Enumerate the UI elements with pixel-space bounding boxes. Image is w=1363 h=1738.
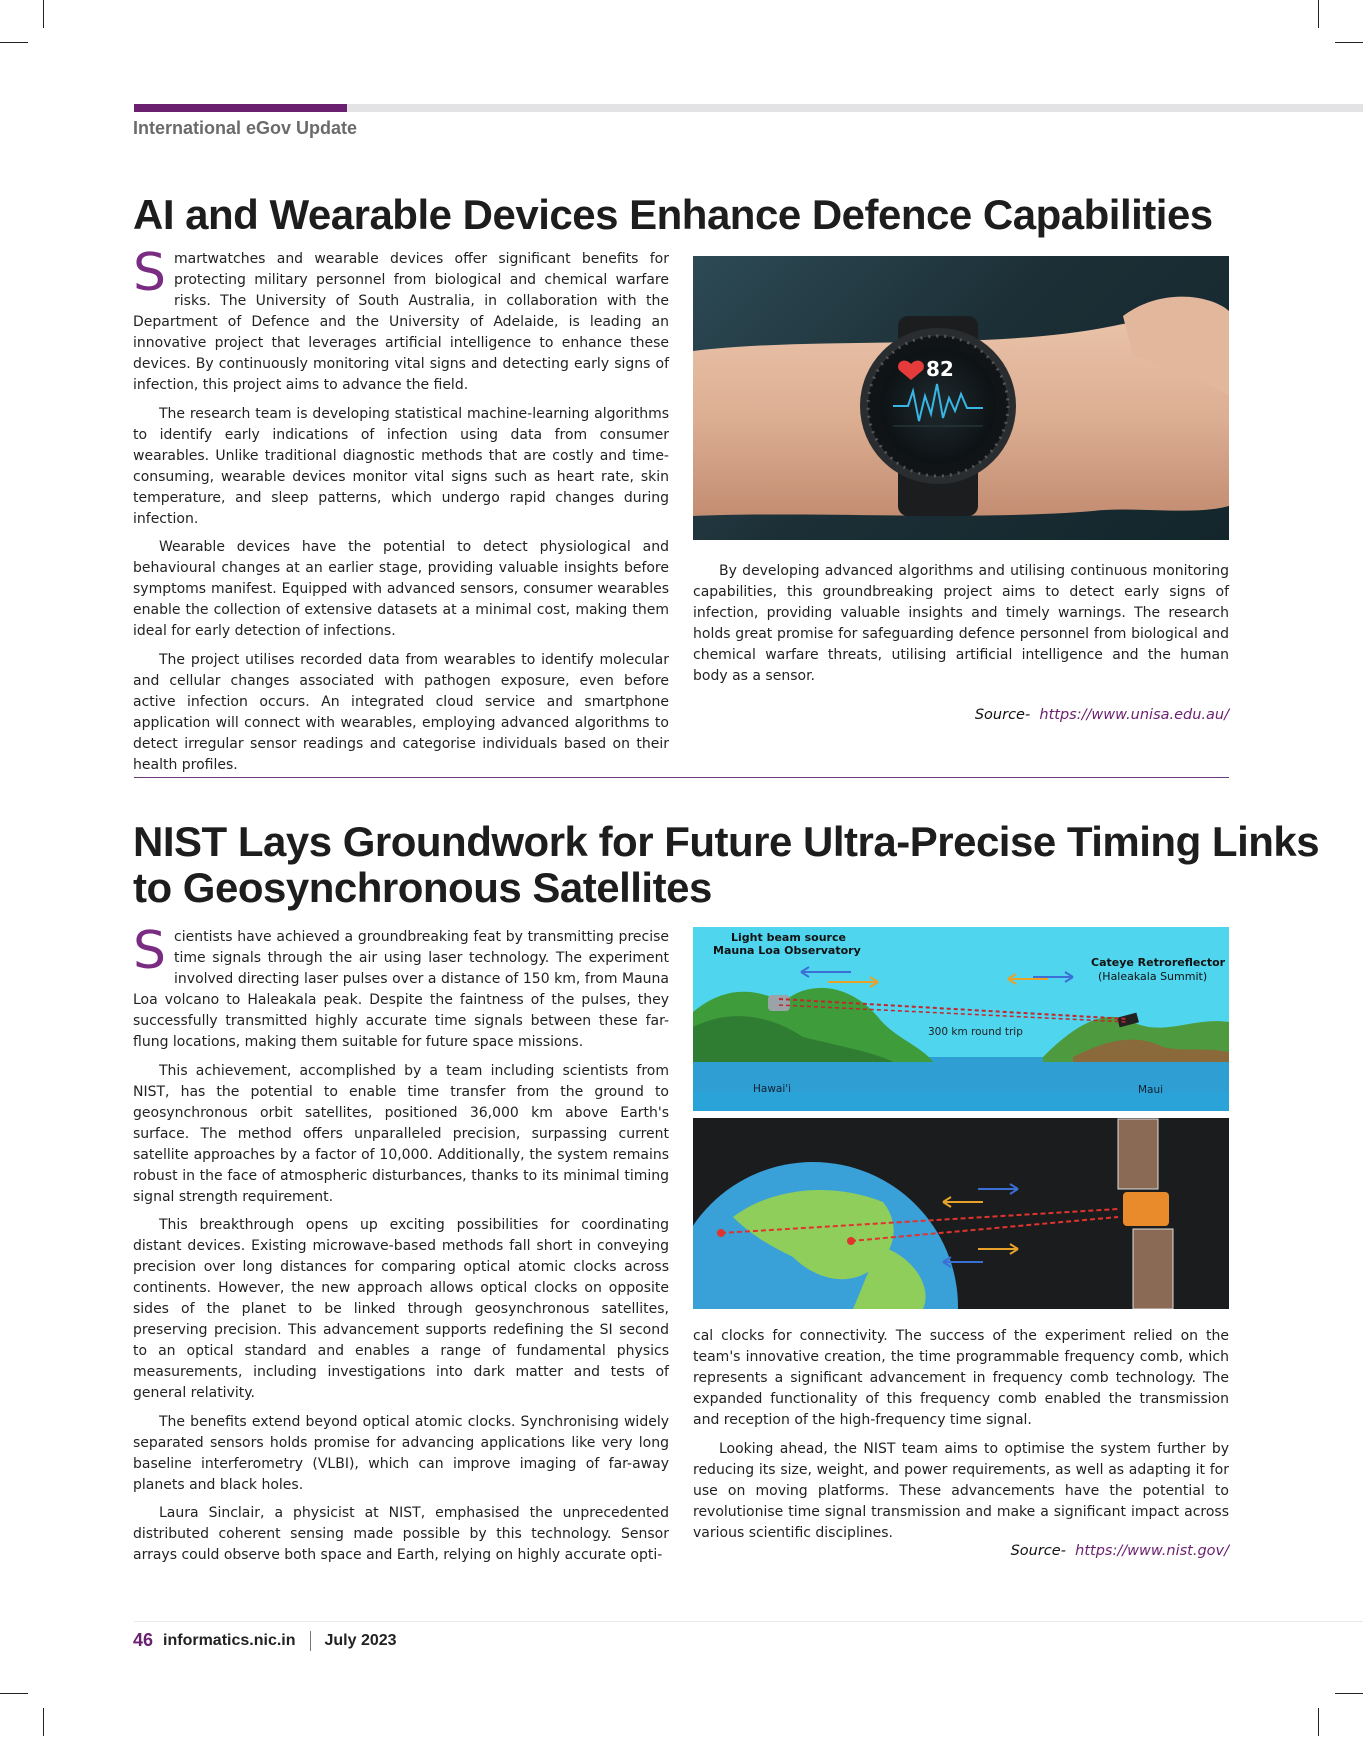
crop-mark [0,42,28,43]
article1-paragraph: By developing advanced algorithms and utilising continuous monitoring capabilities, this groundbreaking project aims to detect early signs of infection, providing valuable insights and timely warnings. The research holds great promise for safeguarding defence personnel from biological and chemical warfare threats, utilising artificial intelligence and the human body as a sensor. [693,563,1229,684]
article2-title [133,819,1319,911]
diagram-reflector-label: Cateye Retroreflector [1091,956,1226,969]
article1-source [693,707,1229,723]
article2-source [693,1543,1229,1559]
paragraph-text: cientists have achieved a groundbreaking feat by transmitting precise time signals through the air using laser technology. The experiment involved directing laser pulses over a distance of 150 km, from Mauna Loa volcano to Haleakala peak. Despite the faintness of the pulses, they successfully transmitted highly accurate time signals between these far-flung locations, making them suitable for future space missions. [133,929,669,1050]
page-number: 46 [133,1630,154,1650]
diagram-distance-label: 300 km round trip [928,1026,1023,1038]
source-label: Source- [974,707,1031,723]
source-label: Source- [1010,1543,1066,1559]
smartwatch-illustration [693,256,1229,540]
crop-mark [1318,0,1319,28]
footer [133,1630,397,1651]
laser-link-illustration [693,927,1229,1309]
article1-paragraph: Wearable devices have the potential to detect physiological and behavioural changes at an earlier stage, providing valuable insights before symptoms manifest. Equipped with advanced sensors, consumer wearables enable the collection of extensive datasets at a minimal cost, making them ideal for early detection of infections. [133,539,669,639]
smartwatch-photo [693,256,1229,540]
article-divider [134,777,1229,778]
article2-right-column [693,1326,1229,1551]
header-accent [134,104,347,112]
article2-paragraph: cal clocks for connectivity. The success of the experiment relied on the team's innovative creation, the time programmable frequency comb, which represents a significant advancement in frequency comb technology. The expanded functionality of this frequency comb enabled the transmission and reception of the high-frequency time signal. [693,1328,1229,1428]
article1-left-column [133,243,669,783]
article1-paragraph [133,243,669,396]
footer-divider [134,1621,1363,1622]
crop-mark [43,1708,44,1736]
crop-mark [43,0,44,28]
header-bar [134,104,1363,112]
article1-title: AI and Wearable Devices Enhance Defence Capabilities [133,191,1213,238]
footer-site: informatics.nic.in [163,1631,296,1649]
footer-date: July 2023 [324,1631,397,1649]
section-label: International eGov Update [133,118,358,138]
diagram-source-sublabel: Mauna Loa Observatory [713,944,861,957]
paragraph-text: martwatches and wearable devices offer significant benefits for protecting military personnel from biological and chemical warfare risks. The University of South Australia, in collaboration with the Department of Defence and the University of Adelaide, is leading an innovative project that leverages artificial intelligence to enhance these devices. By continuously monitoring vital signs and detecting early signs of infection, this project aims to advance the field. [133,251,669,393]
crop-mark [0,1693,28,1694]
crop-mark [1335,1693,1363,1694]
article2-paragraph: Laura Sinclair, a physicist at NIST, emphasised the unprecedented distributed coherent sensing made possible by this technology. Sensor arrays could observe both space and Earth, relying on highly accurate opti- [133,1505,669,1563]
source-link[interactable]: https://www.nist.gov/ [1075,1543,1229,1559]
crop-mark [1335,42,1363,43]
article1-paragraph: The project utilises recorded data from wearables to identify molecular and cellular changes associated with pathogen exposure, even before active infection occurs. An integrated cloud service and smartphone application will connect with wearables, employing advanced algorithms to detect irregular sensor readings and categorise individuals based on their health profiles. [133,651,669,773]
footer-separator [310,1631,311,1651]
article2-paragraph: The benefits extend beyond optical atomic clocks. Synchronising widely separated sensors holds promise for advancing applications like very long baseline interferometry (VLBI), which can improve imaging of far-away planets and black holes. [133,1413,669,1493]
dropcap: S [133,243,167,303]
diagram-island-right: Maui [1138,1084,1164,1096]
article2-paragraph: Looking ahead, the NIST team aims to optimise the system further by reducing its size, weight, and power requirements, as well as adapting it for use on moving platforms. These advancements have the potential to revolutionise time signal transmission and make a significant impact across various scientific disciplines. [693,1440,1229,1541]
source-link[interactable]: https://www.unisa.edu.au/ [1039,707,1229,723]
timing-link-diagram [693,927,1229,1309]
diagram-reflector-sublabel: (Haleakala Summit) [1098,970,1208,983]
title-line: NIST Lays Groundwork for Future Ultra-Precise Timing Links [133,818,1320,865]
dropcap: S [133,921,167,981]
heart-rate-reading: 82 [926,357,954,381]
article1-paragraph: The research team is developing statistical machine-learning algorithms to identify early indications of infection using data from consumer wearables. Unlike traditional diagnostic methods that are costly and time-consuming, wearable devices monitor vital signs such as heart rate, skin temperature, and sleep patterns, which undergo rapid changes during infection. [133,405,669,527]
article2-paragraph: This breakthrough opens up exciting possibilities for coordinating distant devices. Existing microwave-based methods fall short in conveying precision over long distances for comparing optical atomic clocks across continents. However, the new approach allows optical clocks on opposite sides of the planet to be linked through geosynchronous satellites, preserving precision. This advancement supports redefining the SI second to an optical standard and enables a range of fundamental physics measurements, including investigations into dark matter and tests of general relativity. [133,1217,669,1401]
article2-left-column [133,921,669,1574]
diagram-island-left: Hawai'i [753,1083,792,1095]
article2-paragraph [133,921,669,1053]
title-line: to Geosynchronous Satellites [133,864,712,911]
crop-mark [1318,1708,1319,1736]
article2-paragraph: This achievement, accomplished by a team including scientists from NIST, has the potential to enable time transfer from the ground to geosynchronous orbit satellites, positioned 36,000 km above Earth's surface. The method offers unparalleled precision, surpassing current satellite approaches by a factor of 10,000. Additionally, the system remains robust in the face of atmospheric disturbances, thanks to its minimal timing signal strength requirement. [133,1062,669,1205]
diagram-source-label: Light beam source [731,931,846,944]
article1-right-column [693,561,1229,695]
